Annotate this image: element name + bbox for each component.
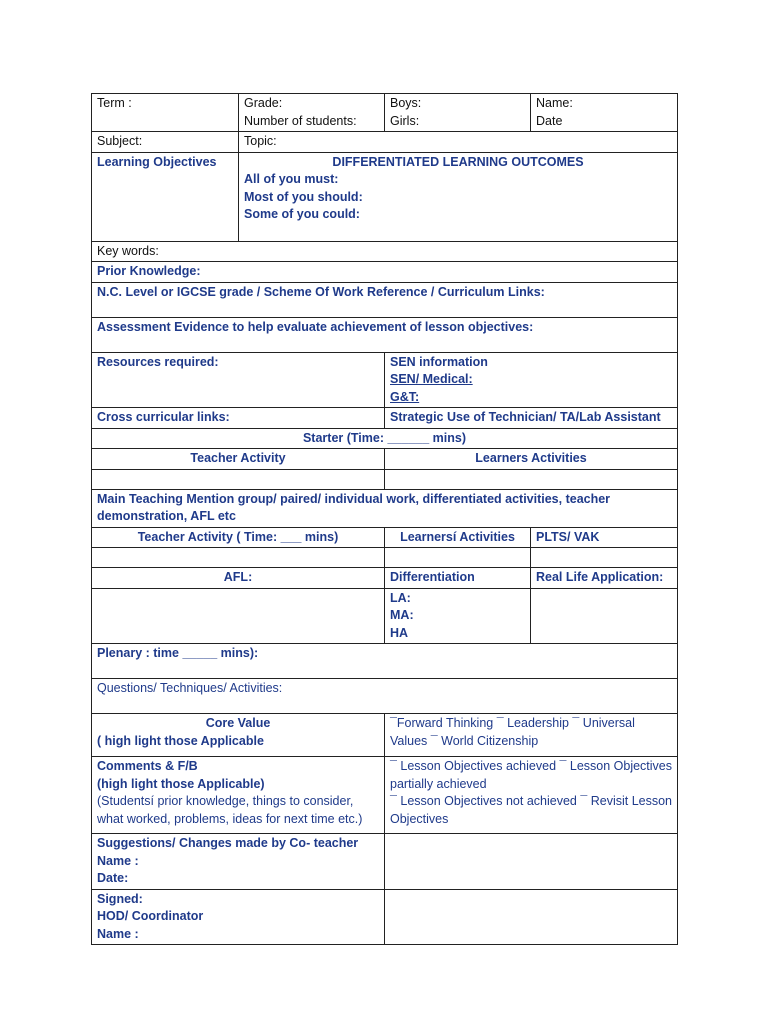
plenary-label: Plenary : time _____ mins): [97,646,259,660]
learning-objectives-cell [92,152,239,241]
main-learners-blank [385,548,531,568]
resources-cell [92,352,385,408]
prior-knowledge-cell [92,262,678,283]
term-cell [92,94,239,132]
term-label: Term : [97,96,132,110]
plenary-cell [92,644,678,679]
comments-sub: (high light those Applicable) [97,776,265,791]
row-questions [92,679,678,714]
grade-cell [239,94,385,132]
core-value-options-cell [385,714,678,757]
topic-cell [239,132,678,153]
comments-cell [92,757,385,834]
assessment-label: Assessment Evidence to help evaluate achievement of lesson objectives: [97,319,534,334]
cross-curricular-cell [92,408,385,429]
row-key-words [92,241,678,262]
row-nc-level [92,282,678,317]
learners-activities-cell [385,449,678,470]
assessment-cell [92,317,678,352]
ma-label: MA: [390,608,414,622]
could-label: Some of you could: [244,207,360,221]
starter-cell [92,428,678,449]
signed-blank [385,889,678,945]
main-teaching-cell [92,489,678,527]
nc-level-cell [92,282,678,317]
must-label: All of you must: [244,172,339,186]
nc-level-label: N.C. Level or IGCSE grade / Scheme Of Work Reference / Curriculum Links: [97,284,545,299]
row-subject [92,132,678,153]
teacher-activity-cell [92,449,385,470]
row-objectives [92,152,678,241]
row-starter-blank [92,469,678,489]
row-plenary [92,644,678,679]
key-words-cell [92,241,678,262]
row-main-headers [92,527,678,548]
signed-title: Signed: [97,891,143,906]
row-starter-headers [92,449,678,470]
suggestions-title: Suggestions/ Changes made by Co- teacher [97,836,359,850]
afl-cell [92,568,385,589]
learners-activities-label: Learners Activities [475,451,587,465]
row-signed [92,889,678,945]
differentiation-cell [385,568,531,589]
technician-label: Strategic Use of Technician/ TA/Lab Assistant [390,410,661,424]
comments-options-cell [385,757,678,834]
la-label: LA: [390,590,411,605]
row-main-blank [92,548,678,568]
name-date-cell [531,94,678,132]
main-teaching-label: Main Teaching Mention group/ paired/ individual work, differentiated activities, teacher demonstration, AFL etc [97,491,611,523]
boys-girls-cell [385,94,531,132]
cross-curricular-label: Cross curricular links: [97,410,230,424]
row-levels [92,588,678,644]
prior-knowledge-label: Prior Knowledge: [97,264,201,278]
grade-label: Grade: [244,96,283,110]
core-value-title: Core Value [205,716,271,730]
signed-cell [92,889,385,945]
questions-cell [92,679,678,714]
row-main-teaching [92,489,678,527]
row-afl-headers [92,568,678,589]
outcomes-cell [239,152,678,241]
starter-learners-blank [385,469,678,489]
comments-options-line2: ¯ Lesson Objectives not achieved ¯ Revisit Lesson Objectives [390,794,673,826]
main-teacher-blank [92,548,385,568]
levels-cell [385,588,531,644]
teacher-activity-time-cell [92,527,385,548]
row-comments [92,757,678,834]
subject-label: Subject: [97,134,143,148]
num-students-label: Number of students: [244,113,357,128]
core-value-cell [92,714,385,757]
real-life-label: Real Life Application: [536,570,664,584]
technician-cell [385,408,678,429]
teacher-activity-label: Teacher Activity [190,451,286,465]
resources-label: Resources required: [97,354,219,369]
row-cross-curricular [92,408,678,429]
core-value-sub: ( high light those Applicable [97,733,264,748]
row-suggestions [92,834,678,890]
learners-activities2-label: Learnersí Activities [400,529,515,544]
sen-cell [385,352,678,408]
date-label: Date [536,113,563,128]
real-life-cell [531,568,678,589]
ha-label: HA [390,625,409,640]
afl-label: AFL: [223,570,253,584]
signed-role: HOD/ Coordinator [97,909,204,923]
row-resources [92,352,678,408]
outcomes-title: DIFFERENTIATED LEARNING OUTCOMES [332,154,584,169]
comments-options-line1: ¯ Lesson Objectives achieved ¯ Lesson Objectives partially achieved [390,759,673,791]
afl-blank [92,588,385,644]
starter-label: Starter (Time: ______ mins) [302,430,467,445]
plts-cell [531,527,678,548]
suggestions-blank [385,834,678,890]
row-assessment [92,317,678,352]
name-label: Name: [536,96,573,110]
topic-label: Topic: [244,134,277,148]
starter-teacher-blank [92,469,385,489]
row-header [92,94,678,132]
sen-info-label: SEN information [390,354,488,369]
comments-title: Comments & F/B [97,759,198,773]
suggestions-cell [92,834,385,890]
questions-label: Questions/ Techniques/ Activities: [97,681,283,695]
learners-activities2-cell [385,527,531,548]
teacher-activity-time-label: Teacher Activity ( Time: ___ mins) [137,529,339,544]
suggestions-date: Date: [97,871,129,885]
boys-label: Boys: [390,96,422,110]
learning-objectives-label: Learning Objectives [97,154,217,169]
main-plts-blank [531,548,678,568]
row-prior-knowledge [92,262,678,283]
suggestions-name: Name : [97,853,139,868]
gt-label: G&T: [390,389,420,404]
girls-label: Girls: [390,113,420,128]
signed-name: Name : [97,926,139,941]
row-starter [92,428,678,449]
row-core-value [92,714,678,757]
key-words-label: Key words: [97,243,159,258]
lesson-plan-sheet [91,93,677,945]
real-life-blank [531,588,678,644]
core-value-options: ¯Forward Thinking ¯ Leadership ¯ Universal Values ¯ World Citizenship [390,716,635,748]
should-label: Most of you should: [244,189,363,204]
lesson-plan-table [91,93,678,945]
plts-label: PLTS/ VAK [536,529,600,544]
comments-note: (Studentsí prior knowledge, things to consider, what worked, problems, ideas for next time etc.) [97,794,363,826]
sen-medical-label: SEN/ Medical: [390,372,473,386]
differentiation-label: Differentiation [390,570,475,584]
subject-cell [92,132,239,153]
